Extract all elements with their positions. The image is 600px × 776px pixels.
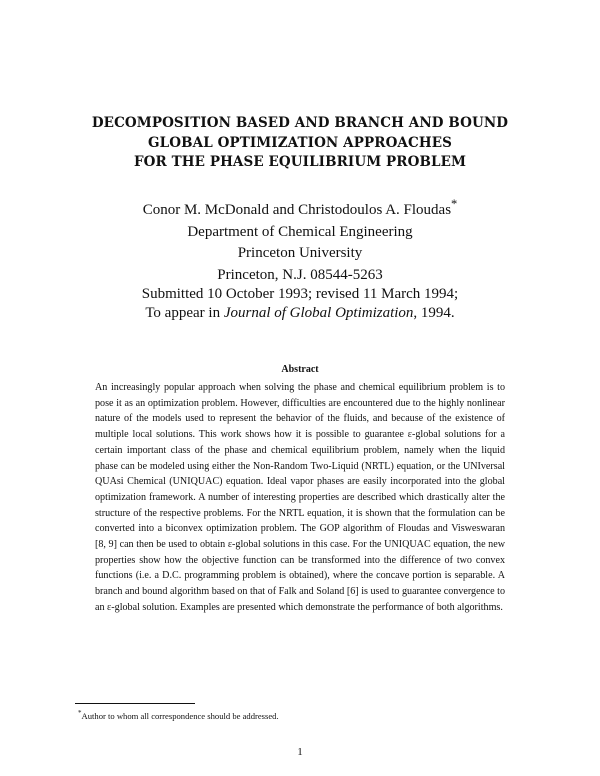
footnote-mark: *	[78, 709, 82, 717]
submission-dates: Submitted 10 October 1993; revised 11 March 1994;	[141, 286, 459, 302]
publication-note	[70, 304, 530, 323]
author-footnote-mark: *	[451, 197, 458, 211]
submission-info	[70, 285, 530, 322]
abstract-text: An increasingly popular approach when solving the phase and chemical equilibrium problem is to pose it as an optimization problem. However, difficulties are encountered due to the highly nonlinear nature of the models used to represent the behavior of the fluids, and because of the existence of multiple local solutions. This work shows how it is possible to guarantee ε-global solutions for a certain important class of the phase and chemical equilibrium problem, namely when the liquid phase can be modeled using either the Non-Random Two-Liquid (NRTL) equation, or the UNIversal QUAsi Chemical (UNIQUAC) equation. Ideal vapor phases are easily incorporated into the global optimization framework. A number of interesting properties are described which drastically alter the structure of the respective problems. For the NRTL equation, it is shown that the formulation can be converted into a biconvex optimization problem. The GOP algorithm of Floudas and Visweswaran [8, 9] can then be used to obtain ε-global solutions in this case. For the UNIQUAC equation, the new properties show how the objective function can be transformed into the difference of two convex functions (i.e. a D.C. programming problem is obtained), where the concave portion is separable. A branch and bound algorithm based on that of Falk and Soland [6] is used to guarantee convergence to an ε-global solution. Examples are presented which demonstrate the performance of both algorithms.	[95, 382, 505, 613]
footnote-text: Author to whom all correspondence should be addressed.	[81, 710, 279, 721]
footnote-divider	[75, 703, 195, 704]
title-line-2: GLOBAL OPTIMIZATION APPROACHES	[148, 134, 452, 151]
footnote	[78, 709, 279, 721]
author-address: Princeton, N.J. 08544-5263	[217, 266, 383, 283]
page-number: 1	[297, 746, 303, 758]
author-names: Conor M. McDonald and Christodoulos A. Floudas	[142, 202, 452, 218]
appear-suffix: , 1994.	[413, 304, 455, 321]
title-line-3: FOR THE PHASE EQUILIBRIUM PROBLEM	[133, 154, 467, 170]
author-university: Princeton University	[237, 245, 363, 261]
author-block	[70, 194, 530, 286]
journal-name: Journal of Global Optimization	[223, 304, 414, 321]
author-department: Department of Chemical Engineering	[187, 223, 413, 240]
abstract-heading: Abstract	[281, 364, 319, 375]
paper-title	[70, 114, 530, 173]
author-names-line	[70, 194, 530, 222]
appear-prefix: To appear in	[145, 304, 224, 321]
title-line-1: DECOMPOSITION BASED AND BRANCH AND BOUND	[91, 115, 509, 131]
